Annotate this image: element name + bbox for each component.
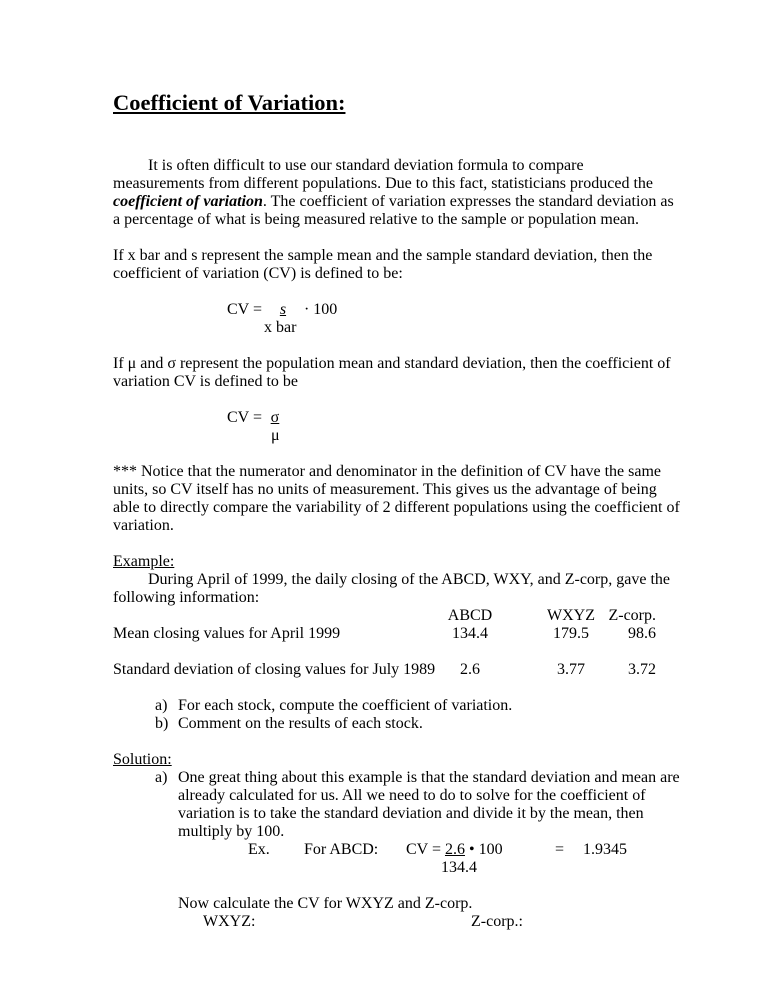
table-row-label: Standard deviation of closing values for July 1989	[113, 661, 436, 678]
task-a-marker: a)	[155, 697, 168, 714]
ex-label: Ex.	[248, 841, 270, 858]
ex-for-label: For ABCD:	[304, 841, 379, 858]
sample-line-1: If x bar and s represent the sample mean and the sample standard deviation, then the	[113, 247, 653, 264]
intro-line-4: a percentage of what is being measured relative to the sample or population mean.	[113, 211, 640, 228]
table-cell: 3.72	[628, 661, 656, 678]
ex-formula-numerator: 2.6	[444, 841, 465, 858]
sample-line-2: coefficient of variation (CV) is defined to be:	[113, 265, 403, 282]
population-formula-lhs: CV =	[227, 409, 266, 426]
zcorp-answer-label: Z-corp.:	[471, 913, 523, 930]
ex-formula-lhs: CV =	[406, 841, 445, 858]
task-a-text: For each stock, compute the coefficient of variation.	[178, 697, 513, 714]
now-calculate-line: Now calculate the CV for WXYZ and Z-corp.	[178, 895, 473, 912]
intro-line-1: It is often difficult to use our standard deviation formula to compare	[148, 157, 584, 174]
intro-line-3	[113, 193, 674, 211]
example-line-1: During April of 1999, the daily closing of the ABCD, WXY, and Z-corp, gave the	[148, 571, 670, 588]
ex-result: 1.9345	[583, 841, 627, 858]
task-b-text: Comment on the results of each stock.	[178, 715, 423, 732]
population-formula-denominator: μ	[271, 427, 280, 444]
table-cell: 98.6	[628, 625, 656, 642]
solution-line-3: variation is to take the standard deviation and divide it by the mean, then	[178, 805, 644, 822]
population-formula	[227, 409, 284, 427]
task-b-marker: b)	[155, 715, 169, 732]
population-formula-numerator: σ	[270, 409, 280, 426]
intro-term: coefficient of variation	[113, 193, 263, 210]
sample-formula-multiplier: · 100	[303, 301, 338, 318]
sample-formula-lhs: CV =	[227, 301, 266, 318]
table-cell: 2.6	[460, 661, 480, 678]
population-line-2: variation CV is defined to be	[113, 373, 298, 390]
ex-formula-multiplier: • 100	[464, 841, 503, 858]
population-line-1: If μ and σ represent the population mean and standard deviation, then the coefficient of	[113, 355, 671, 372]
sample-formula-numerator: s	[279, 301, 287, 318]
example-heading: Example:	[113, 553, 175, 570]
notice-line-3: able to directly compare the variability of 2 different populations using the coefficient of	[113, 499, 680, 516]
solution-heading: Solution:	[113, 751, 172, 768]
sample-formula-denominator: x bar	[264, 319, 297, 336]
table-row-label: Mean closing values for April 1999	[113, 625, 341, 642]
notice-line-4: variation.	[113, 517, 174, 534]
solution-marker: a)	[155, 769, 168, 786]
ex-formula	[406, 841, 503, 859]
ex-equals: =	[555, 841, 565, 858]
notice-line-1: *** Notice that the numerator and denominator in the definition of CV have the same	[113, 463, 661, 480]
table-cell: 3.77	[557, 661, 585, 678]
table-cell: 134.4	[452, 625, 488, 642]
solution-line-2: already calculated for us. All we need to do to solve for the coefficient of	[178, 787, 646, 804]
example-line-2: following information:	[113, 589, 260, 606]
solution-line-4: multiply by 100.	[178, 823, 285, 840]
intro-line-2: measurements from different populations. Due to this fact, statisticians produced the	[113, 175, 654, 192]
page-title: Coefficient of Variation:	[113, 90, 346, 115]
sample-formula	[227, 301, 337, 319]
notice-line-2: units, so CV itself has no units of measurement. This gives us the advantage of being	[113, 481, 657, 498]
ex-formula-denominator: 134.4	[441, 859, 477, 876]
table-cell: 179.5	[553, 625, 589, 642]
table-header-abcd: ABCD	[447, 607, 493, 624]
solution-line-1: One great thing about this example is that the standard deviation and mean are	[178, 769, 680, 786]
table-header-zcorp: Z-corp.	[608, 607, 656, 624]
intro-line-3-rest: . The coefficient of variation expresses the standard deviation as	[262, 193, 674, 210]
wxyz-answer-label: WXYZ:	[203, 913, 256, 930]
table-header-wxyz: WXYZ	[547, 607, 595, 624]
